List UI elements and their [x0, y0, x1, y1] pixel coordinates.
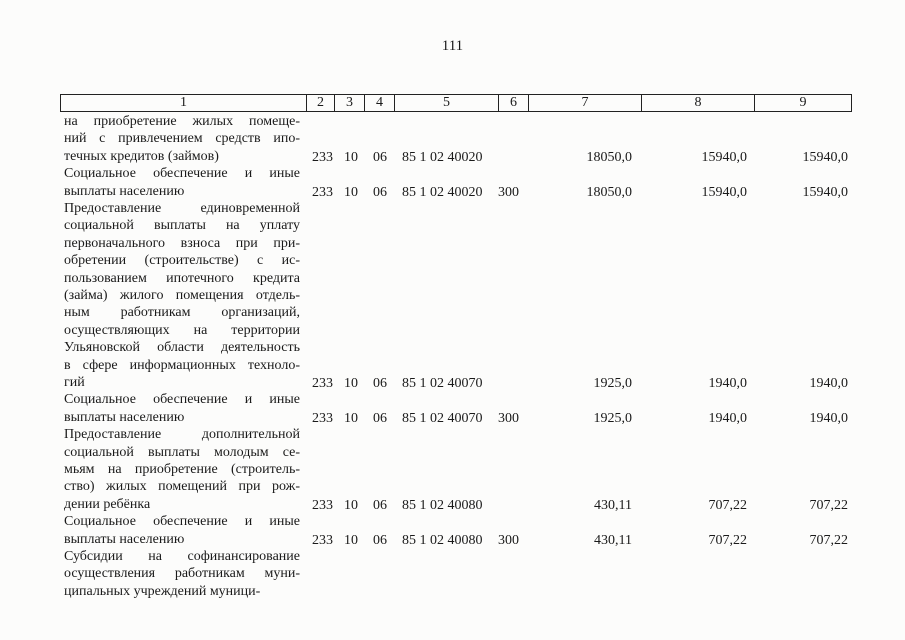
row-description: [64, 548, 300, 600]
table-header-row: [60, 94, 852, 112]
row-value-col8: 707,22: [708, 497, 747, 513]
row-description: [64, 113, 300, 165]
row-description-line: выплаты населению: [64, 183, 185, 199]
header-cell-4: 4: [365, 95, 395, 111]
header-cell-2: 2: [307, 95, 335, 111]
header-cell-3: 3: [335, 95, 365, 111]
row-target-article: 85 1 02 40080: [402, 532, 483, 548]
row-description-line: первоначального взноса при при-: [64, 235, 300, 251]
row-target-article: 85 1 02 40020: [402, 184, 483, 200]
row-description-line: Социальное обеспечение и иные: [64, 514, 300, 530]
row-code: 233: [312, 184, 333, 200]
row-description-line: (займа) жилого помещения отдель-: [64, 287, 300, 303]
row-value-col8: 15940,0: [701, 149, 747, 165]
row-section: 10: [344, 376, 358, 391]
row-code: 233: [312, 497, 333, 513]
row-description-line: гий: [64, 374, 85, 390]
row-expense-type: 300: [498, 532, 519, 548]
header-cell-8: 8: [642, 95, 755, 111]
row-value-col7: 430,11: [594, 497, 632, 513]
row-subsection: 06: [373, 184, 387, 200]
row-subsection: 06: [373, 376, 387, 391]
row-value-col9: 1940,0: [809, 410, 848, 426]
row-value-col9: 707,22: [809, 532, 848, 548]
row-description-line: выплаты населению: [64, 409, 185, 425]
row-target-article: 85 1 02 40020: [402, 149, 483, 165]
row-value-col9: 15940,0: [802, 149, 848, 165]
row-section: 10: [344, 149, 358, 165]
header-cell-6: 6: [499, 95, 529, 111]
row-value-col9: 1940,0: [809, 376, 848, 391]
row-section: 10: [344, 497, 358, 513]
header-cell-5: 5: [395, 95, 499, 111]
row-code: 233: [312, 532, 333, 548]
row-description-line: на приобретение жилых помеще-: [64, 114, 300, 129]
row-value-col9: 707,22: [809, 497, 848, 513]
row-description-line: осуществляющих на территории: [64, 322, 300, 338]
row-subsection: 06: [373, 149, 387, 165]
row-description-line: в сфере информационных техноло-: [64, 357, 300, 373]
row-description-line: социальной выплаты на уплату: [64, 218, 300, 234]
row-description: [64, 165, 300, 200]
row-subsection: 06: [373, 410, 387, 426]
header-cell-7: 7: [529, 95, 642, 111]
row-target-article: 85 1 02 40070: [402, 376, 483, 391]
row-description-line: пользованием ипотечного кредита: [64, 270, 300, 286]
row-description-line: Субсидии на софинансирование: [64, 549, 300, 564]
row-value-col8: 707,22: [708, 532, 747, 548]
header-cell-9: 9: [799, 95, 807, 110]
row-expense-type: 300: [498, 410, 519, 426]
row-section: 10: [344, 410, 358, 426]
row-description-line: ний с привлечением средств ипо-: [64, 131, 300, 147]
header-cell-1: 1: [61, 95, 307, 111]
row-subsection: 06: [373, 532, 387, 548]
row-section: 10: [344, 532, 358, 548]
row-description: [64, 200, 300, 391]
row-value-col8: 1940,0: [708, 376, 747, 391]
row-value-col7: 430,11: [594, 532, 632, 548]
row-description-line: течных кредитов (займов): [64, 148, 219, 164]
row-description-line: ным работникам организаций,: [64, 305, 300, 321]
row-target-article: 85 1 02 40070: [402, 410, 483, 426]
row-description: [64, 513, 300, 548]
row-description-line: Предоставление дополнительной: [64, 427, 300, 443]
row-description-line: ципальных учреждений муници-: [64, 583, 261, 599]
row-code: 233: [312, 149, 333, 165]
row-description-line: обретении (строительстве) с ис-: [64, 253, 300, 269]
row-description-line: осуществления работникам муни-: [64, 566, 300, 582]
row-description-line: Социальное обеспечение и иные: [64, 392, 300, 408]
row-value-col7: 18050,0: [586, 184, 632, 200]
row-code: 233: [312, 410, 333, 426]
row-description-line: Социальное обеспечение и иные: [64, 166, 300, 182]
row-description-line: мьям на приобретение (строитель-: [64, 461, 300, 477]
row-value-col8: 15940,0: [701, 184, 747, 200]
row-value-col7: 1925,0: [593, 410, 632, 426]
row-section: 10: [344, 184, 358, 200]
row-description: [64, 426, 300, 513]
row-value-col8: 1940,0: [708, 410, 747, 426]
row-description-line: выплаты населению: [64, 531, 185, 547]
row-value-col7: 18050,0: [586, 149, 632, 165]
row-description-line: ство) жилых помещений при рож-: [64, 479, 300, 495]
row-description: [64, 391, 300, 426]
row-code: 233: [312, 376, 333, 391]
row-description-line: социальной выплаты молодым се-: [64, 444, 300, 460]
row-target-article: 85 1 02 40080: [402, 497, 483, 513]
row-expense-type: 300: [498, 184, 519, 200]
row-subsection: 06: [373, 497, 387, 513]
page-number: 111: [441, 38, 464, 54]
row-description-line: дении ребёнка: [64, 496, 151, 512]
row-value-col9: 15940,0: [802, 184, 848, 200]
row-description-line: Предоставление единовременной: [64, 201, 300, 216]
row-description-line: Ульяновской области деятельность: [64, 340, 300, 356]
row-value-col7: 1925,0: [593, 376, 632, 391]
